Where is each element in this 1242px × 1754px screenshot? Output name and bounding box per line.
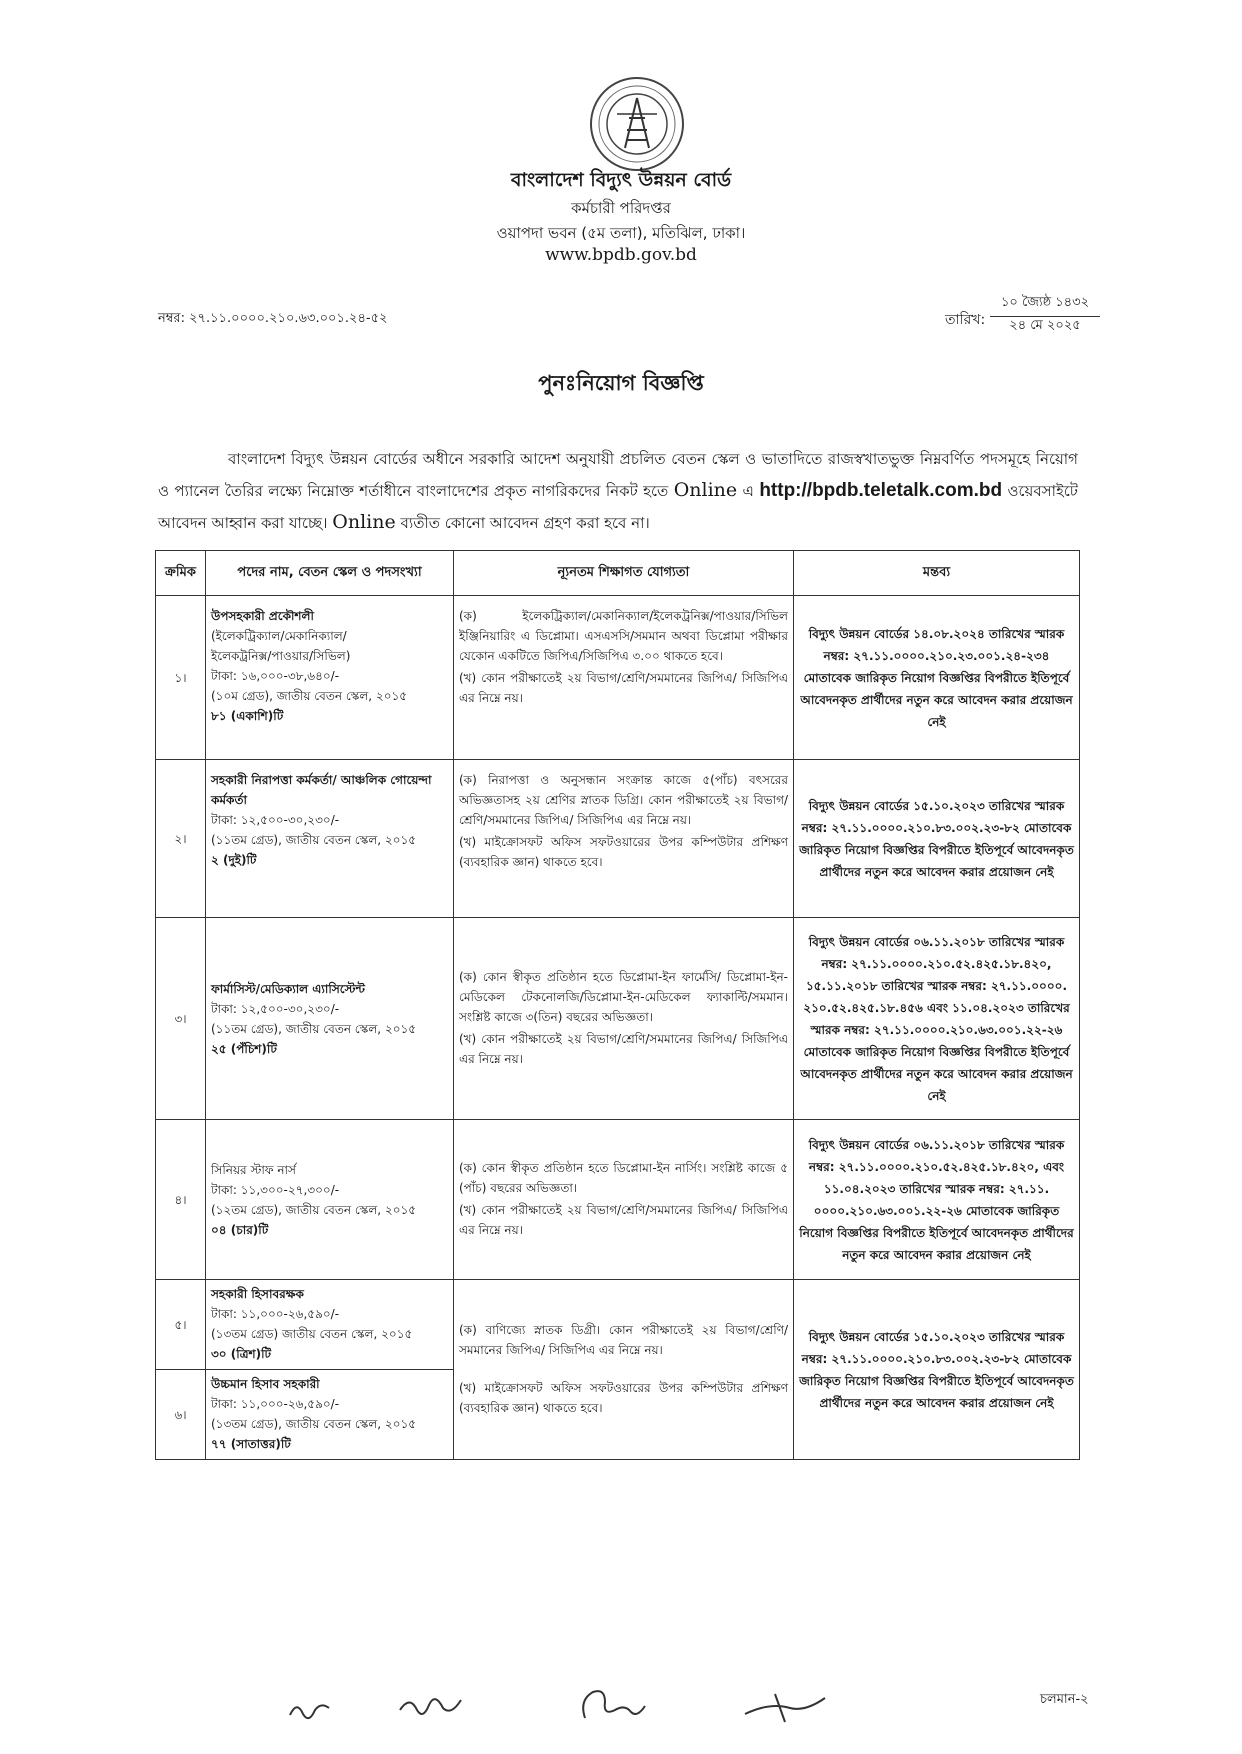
posts-table <box>155 550 1080 1460</box>
qualification-item: (খ) কোন পরীক্ষাতেই ২য় বিভাগ/শ্রেণি/সমমানের জিপিএ/ সিজিপিএ এর নিম্নে নয়। <box>459 1031 788 1066</box>
table-row <box>156 760 1080 918</box>
continued-label: চলমান-২ <box>1040 1692 1089 1707</box>
post-name: ফার্মাসিস্ট/মেডিক্যাল এ্যাসিস্টেন্ট <box>211 981 365 996</box>
post-cell <box>206 1370 454 1460</box>
qualification-item: (ক) বাণিজ্যে স্নাতক ডিগ্রী। কোন পরীক্ষাতেই ২য় বিভাগ/শ্রেণি/সমমানের জিপিএ/ সিজিপিএ এর নিম্নে নয়। <box>459 1322 788 1357</box>
post-salary: টাকা: ১১,৩০০-২৭,৩০০/- <box>211 1182 340 1197</box>
row-serial: ৪। <box>156 1120 206 1280</box>
intro-text-4: ব্যতীত কোনো আবেদন গ্রহণ করা হবে না। <box>400 514 650 532</box>
post-cell <box>206 596 454 760</box>
post-grade: (১৩তম গ্রেড) জাতীয় বেতন স্কেল, ২০১৫ <box>211 1327 413 1341</box>
post-cell <box>206 1120 454 1280</box>
date-label: তারিখ: <box>945 312 986 328</box>
qualification-item: (খ) কোন পরীক্ষাতেই ২য় বিভাগ/শ্রেণি/সমমানের জিপিএ/ সিজিপিএ এর নিম্নে নয়। <box>459 1202 788 1237</box>
post-grade: (১১তম গ্রেড), জাতীয় বেতন স্কেল, ২০১৫ <box>211 833 417 847</box>
qualification-cell <box>454 1120 794 1280</box>
post-salary: টাকা: ১১,০০০-২৬,৫৯০/- <box>211 1307 340 1321</box>
qualification-item: (খ) মাইক্রোসফট অফিস সফটওয়ারের উপর কম্পিউটার প্রশিক্ষণ (ব্যবহারিক জ্ঞান) থাকতে হবে। <box>459 835 788 869</box>
post-name: উপসহকারী প্রকৌশলী <box>211 609 314 623</box>
qualification-cell <box>454 1280 794 1460</box>
post-name: উচ্চমান হিসাব সহকারী <box>211 1377 320 1391</box>
table-row <box>156 596 1080 760</box>
remark-cell: বিদ্যুৎ উন্নয়ন বোর্ডের ১৫.১০.২০২৩ তারিখের স্মারক নম্বর: ২৭.১১.০০০০.২১০.৮৩.০০২.২৩-৮২ মোতাবেক জারিকৃত নিয়োগ বিজ্ঞপ্তির বিপরীতে ইতিপূর্বে আবেদনকৃত প্রার্থীদের নতুন করে আবেদন করার প্রয়োজন নেই <box>794 1280 1080 1460</box>
post-detail: ইলেকট্রনিক্স/পাওয়ার/সিভিল) <box>211 649 351 663</box>
row-serial: ৬। <box>156 1370 206 1460</box>
post-salary: টাকা: ১১,০০০-২৬,৫৯০/- <box>211 1397 340 1411</box>
qualification-item: (খ) কোন পরীক্ষাতেই ২য় বিভাগ/শ্রেণি/সমমানের জিপিএ/ সিজিপিএ এর নিম্নে নয়। <box>459 671 788 705</box>
qualification-cell <box>454 760 794 918</box>
intro-online-1: Online <box>673 479 738 501</box>
remark-cell: বিদ্যুৎ উন্নয়ন বোর্ডের ০৬.১১.২০১৮ তারিখের স্মারক নম্বর: ২৭.১১.০০০০.২১০.৫২.৪২৫.১৮.৪২০, ১৫.১১.২০১৮ তারিখের স্মারক নম্বর: ২৭.১১.০০০০. ২১০.৫২.৪২৫.১৮.৪৫৬ এবং ১১.০৪.২০২৩ তারিখের স্মারক নম্বর: ২৭.১১.০০০০.২১০.৬৩.০০১.২২-২৬ মোতাবেক জারিকৃত নিয়োগ বিজ্ঞপ্তির বিপরীতে ইতিপূর্বে আবেদনকৃত প্রার্থীদের নতুন করে আবেদন করার প্রয়োজন নেই <box>794 918 1080 1120</box>
intro-paragraph <box>158 444 1078 539</box>
date-english: ২৪ মে ২০২৫ <box>1009 318 1081 333</box>
table-row <box>156 1280 1080 1370</box>
memo-number: নম্বর: ২৭.১১.০০০০.২১০.৬৩.০০১.২৪-৫২ <box>158 311 388 326</box>
post-name: সহকারী হিসাবরক্ষক <box>211 1287 304 1301</box>
post-detail: (ইলেকট্রিক্যাল/মেকানিক্যাল/ <box>211 629 347 643</box>
org-name: বাংলাদেশ বিদ্যুৎ উন্নয়ন বোর্ড <box>510 169 732 191</box>
post-salary: টাকা: ১২,৫০০-৩০,২৩০/- <box>211 1001 340 1016</box>
qualification-item: (ক) ইলেকট্রিক্যাল/মেকানিক্যাল/ইলেকট্রনিক্স/পাওয়ার/সিভিল ইঞ্জিনিয়ারিং এ ডিপ্লোমা। এসএসসি/সমমান অথবা ডিপ্লোমা পরীক্ষার যেকোন একটিতে জিপিএ/সিজিপিএ ৩.০০ থাকতে হবে। <box>459 609 788 663</box>
signature-3-icon <box>575 1680 650 1730</box>
remark-cell: বিদ্যুৎ উন্নয়ন বোর্ডের ১৫.১০.২০২৩ তারিখের স্মারক নম্বর: ২৭.১১.০০০০.২১০.৮৩.০০২.২৩-৮২ মোতাবেক জারিকৃত নিয়োগ বিজ্ঞপ্তির বিপরীতে ইতিপূর্বে আবেদনকৃত প্রার্থীদের নতুন করে আবেদন করার প্রয়োজন নেই <box>794 760 1080 918</box>
department-name: কর্মচারী পরিদপ্তর <box>571 199 671 217</box>
post-cell <box>206 760 454 918</box>
post-count: ২ (দুই)টি <box>211 853 257 867</box>
row-serial: ২। <box>156 760 206 918</box>
qualification-item: (ক) কোন স্বীকৃত প্রতিষ্ঠান হতে ডিপ্লোমা-ইন নার্সিং। সংশ্লিষ্ট কাজে ৫ (পাঁচ) বছরের অভিজ্ঞতা। <box>459 1160 788 1195</box>
post-salary: টাকা: ১২,৫০০-৩০,২৩০/- <box>211 813 340 827</box>
post-name: সিনিয়র স্টাফ নার্স <box>211 1162 296 1177</box>
header-remark: মন্তব্য <box>794 551 1080 596</box>
post-salary: টাকা: ১৬,০০০-৩৮,৬৪০/- <box>211 669 340 683</box>
signature-2-icon <box>395 1680 465 1730</box>
intro-text-2: এ <box>742 482 754 500</box>
qualification-item: (ক) কোন স্বীকৃত প্রতিষ্ঠান হতে ডিপ্লোমা-ইন ফার্মেসি/ ডিপ্লোমা-ইন-মেডিকেল টেকনোলজি/ডিপ্লোমা-ইন-মেডিকেল ফ্যাকাল্টি/সমমান। সংশ্লিষ্ট কাজে ৩(তিন) বছরের অভিজ্ঞতা। <box>459 969 788 1024</box>
intro-online-2: Online <box>332 511 396 533</box>
post-count: ৮১ (একাশি)টি <box>211 709 284 723</box>
post-name: সহকারী নিরাপত্তা কর্মকর্তা/ আঞ্চলিক গোয়েন্দা কর্মকর্তা <box>211 773 432 807</box>
qualification-item: (খ) মাইক্রোসফট অফিস সফটওয়ারের উপর কম্পিউটার প্রশিক্ষণ (ব্যবহারিক জ্ঞান) থাকতে হবে। <box>459 1380 788 1415</box>
row-serial: ৫। <box>156 1280 206 1370</box>
post-grade: (১১তম গ্রেড), জাতীয় বেতন স্কেল, ২০১৫ <box>211 1021 417 1036</box>
header-serial: ক্রমিক <box>156 551 206 596</box>
remark-cell: বিদ্যুৎ উন্নয়ন বোর্ডের ১৪.০৮.২০২৪ তারিখের স্মারক নম্বর: ২৭.১১.০০০০.২১০.২৩.০০১.২৪-২৩৪ মোতাবেক জারিকৃত নিয়োগ বিজ্ঞপ্তির বিপরীতে ইতিপূর্বে আবেদনকৃত প্রার্থীদের নতুন করে আবেদন করার প্রয়োজন নেই <box>794 596 1080 760</box>
qualification-cell <box>454 918 794 1120</box>
row-serial: ১। <box>156 596 206 760</box>
bpdb-seal-icon <box>587 74 687 174</box>
row-serial: ৩। <box>156 918 206 1120</box>
remark-cell: বিদ্যুৎ উন্নয়ন বোর্ডের ০৬.১১.২০১৮ তারিখের স্মারক নম্বর: ২৭.১১.০০০০.২১০.৫২.৪২৫.১৮.৪২০, এবং ১১.০৪.২০২৩ তারিখের স্মারক নম্বর: ২৭.১১. ০০০০.২১০.৬৩.০০১.২২-২৬ মোতাবেক জারিকৃত নিয়োগ বিজ্ঞপ্তির বিপরীতে ইতিপূর্বে আবেদনকৃত প্রার্থীদের নতুন করে আবেদন করার প্রয়োজন নেই <box>794 1120 1080 1280</box>
post-count: ৩০ (ত্রিশ)টি <box>211 1347 272 1361</box>
intro-text-3: ওয়েবসাইটে আবেদন আহ্বান করা যাচ্ছে। <box>158 482 1078 532</box>
intro-text-1: বাংলাদেশ বিদ্যুৎ উন্নয়ন বোর্ডের অধীনে সরকারি আদেশ অনুযায়ী প্রচলিত বেতন স্কেল ও ভাতাদিতে রাজস্বখাতভুক্ত নিম্নবর্ণিত পদসমূহে নিয়োগ ও প্যানেল তৈরির লক্ষ্যে নিম্নোক্ত শর্তাধীনে বাংলাদেশের প্রকৃত নাগরিকদের নিকট হতে <box>158 450 1078 500</box>
table-row <box>156 1120 1080 1280</box>
notice-heading: পুনঃনিয়োগ বিজ্ঞপ্তি <box>538 371 704 395</box>
header-post: পদের নাম, বেতন স্কেল ও পদসংখ্যা <box>206 551 454 596</box>
header-qualification: ন্যূনতম শিক্ষাগত যোগ্যতা <box>454 551 794 596</box>
website-link[interactable]: www.bpdb.gov.bd <box>545 245 697 265</box>
date-bangla: ১০ জ্যৈষ্ঠ ১৪৩২ <box>990 293 1100 317</box>
qualification-item: (ক) নিরাপত্তা ও অনুসন্ধান সংক্রান্ত কাজে ৫(পাঁচ) বৎসরের অভিজ্ঞতাসহ ২য় শ্রেণির স্নাতক ডিগ্রি। কোন পরীক্ষাতেই ২য় বিভাগ/শ্রেণি/সমমানের জিপিএ/ সিজিপিএ এর নিম্নে নয়। <box>459 773 788 827</box>
post-cell <box>206 918 454 1120</box>
signature-4-icon <box>740 1680 830 1730</box>
post-count: ৭৭ (সাতাত্তর)টি <box>211 1437 291 1451</box>
post-grade: (১০ম গ্রেড), জাতীয় বেতন স্কেল, ২০১৫ <box>211 689 408 703</box>
post-count: ০৪ (চার)টি <box>211 1222 269 1237</box>
table-header-row <box>156 551 1080 596</box>
qualification-cell <box>454 596 794 760</box>
office-address: ওয়াপদা ভবন (৫ম তলা), মতিঝিল, ঢাকা। <box>496 224 746 242</box>
post-cell <box>206 1280 454 1370</box>
post-grade: (১২তম গ্রেড), জাতীয় বেতন স্কেল, ২০১৫ <box>211 1202 417 1217</box>
post-count: ২৫ (পঁচিশ)টি <box>211 1041 277 1056</box>
post-grade: (১৩তম গ্রেড), জাতীয় বেতন স্কেল, ২০১৫ <box>211 1417 417 1431</box>
table-row <box>156 918 1080 1120</box>
application-url-link[interactable]: http://bpdb.teletalk.com.bd <box>759 480 1003 501</box>
signature-1-icon <box>285 1680 335 1730</box>
